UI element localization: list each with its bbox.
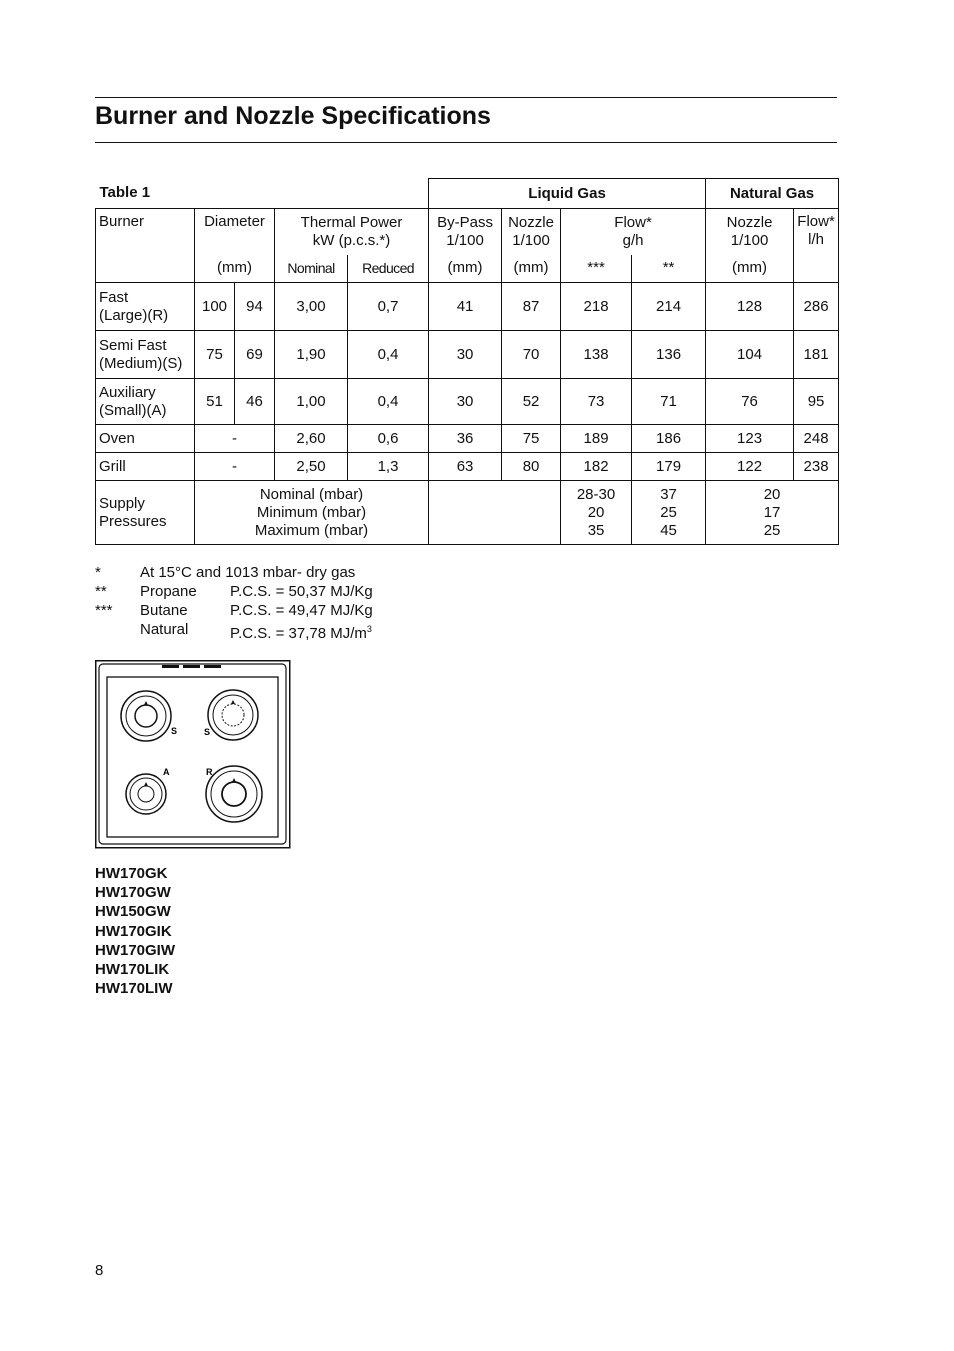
pressure-value: 17 (763, 503, 781, 521)
bypass-header (429, 209, 502, 255)
empty-cell (429, 481, 561, 545)
model-name: HW170GIK (95, 922, 172, 940)
flow-butane-header: *** (561, 255, 632, 283)
hob-inner-frame (99, 664, 286, 844)
bypass-value: 30 (429, 331, 502, 379)
pressure-value: 45 (660, 521, 677, 539)
table-row (96, 331, 839, 379)
footnote-value: P.C.S. = 50,37 MJ/Kg (230, 583, 373, 600)
footnote-value (230, 620, 372, 643)
footnotes (95, 563, 373, 643)
reduced-value: 0,4 (348, 379, 429, 425)
reduced-value: 0,7 (348, 283, 429, 331)
footnote-value-sup: 3 (366, 624, 372, 634)
flow-butane-value: 182 (561, 453, 632, 481)
ng-nozzle-header (706, 209, 794, 255)
diameter-outer: 75 (195, 331, 235, 379)
footnote-text: At 15°C and 1013 mbar- dry gas (140, 564, 356, 581)
pressure-name: Maximum (mbar) (254, 521, 369, 539)
flow-butane-value: 73 (561, 379, 632, 425)
ng-nozzle-value: 123 (706, 425, 794, 453)
flow-butane-value: 138 (561, 331, 632, 379)
table-row (96, 283, 839, 331)
pressure-value: 35 (587, 521, 605, 539)
diameter-header: Diameter (195, 209, 275, 255)
pressure-value: 37 (660, 485, 677, 503)
rapid-burner-icon (206, 766, 262, 822)
semi-fast-burner-icon (121, 691, 171, 741)
model-name: HW170GIW (95, 941, 176, 959)
butane-pressures (561, 481, 632, 545)
nominal-header: Nominal (275, 255, 348, 283)
reduced-value: 1,3 (348, 453, 429, 481)
burner-label: S (204, 727, 211, 737)
nominal-value: 2,60 (275, 425, 348, 453)
model-name: HW150GW (95, 903, 171, 921)
footnote-value-text: P.C.S. = 37,78 MJ/m (230, 625, 367, 642)
footnote-gas: Butane (140, 602, 188, 619)
nozzle-label: Nozzle (508, 213, 554, 231)
footnote-mark: * (95, 564, 101, 581)
bypass-unit: (mm) (429, 255, 502, 283)
ng-nozzle-value: 128 (706, 283, 794, 331)
ng-nozzle-value: 76 (706, 379, 794, 425)
pressure-value: 28-30 (576, 485, 616, 503)
pressure-value: 25 (763, 521, 781, 539)
nozzle-unit: (mm) (502, 255, 561, 283)
bypass-value: 63 (429, 453, 502, 481)
ng-flow-unit: l/h (808, 231, 824, 248)
pressure-value: 20 (763, 485, 781, 503)
specifications-table (95, 178, 839, 545)
burner-header: Burner (96, 209, 195, 283)
ng-nozzle-scale: 1/100 (730, 231, 769, 249)
nominal-value: 2,50 (275, 453, 348, 481)
control-slot (183, 665, 200, 668)
footnote-mark (95, 620, 140, 643)
title-top-rule (95, 97, 837, 98)
footnote (95, 563, 373, 582)
model-list (95, 864, 175, 998)
nominal-value: 1,90 (275, 331, 348, 379)
nominal-value: 3,00 (275, 283, 348, 331)
natural-gas-header: Natural Gas (706, 179, 839, 209)
page-number: 8 (95, 1262, 104, 1279)
supply-pressures-row (96, 481, 839, 545)
liquid-gas-header: Liquid Gas (429, 179, 706, 209)
burner-name (96, 379, 195, 425)
pressure-value: 20 (587, 503, 605, 521)
footnote-gas: Natural (140, 621, 189, 638)
burner-label: R (206, 767, 213, 777)
natural-pressures (706, 481, 839, 545)
reduced-value: 0,6 (348, 425, 429, 453)
footnote (95, 620, 373, 643)
burner-name-line2: (Large)(R) (99, 306, 169, 324)
flow-header (561, 209, 706, 255)
diameter-value: - (195, 453, 275, 481)
model-name: HW170LIK (95, 961, 170, 979)
burner-name: Oven (96, 425, 195, 453)
column-header-row-2 (96, 255, 839, 283)
thermal-power-label: Thermal Power (300, 213, 403, 231)
ng-nozzle-label: Nozzle (726, 213, 773, 231)
burner-name-line2: (Medium)(S) (99, 354, 183, 372)
pressure-name: Minimum (mbar) (256, 503, 367, 521)
footnote-mark: ** (95, 583, 107, 600)
nozzle-value: 75 (502, 425, 561, 453)
thermal-power-header (275, 209, 429, 255)
burner-name-line2: (Small)(A) (99, 401, 167, 419)
hob-outer-frame (96, 661, 290, 848)
flow-butane-value: 189 (561, 425, 632, 453)
diameter-inner: 46 (235, 379, 275, 425)
footnote-mark: *** (95, 602, 113, 619)
ng-flow-label: Flow* (797, 213, 835, 230)
diameter-value: - (195, 425, 275, 453)
nozzle-value: 52 (502, 379, 561, 425)
flow-propane-header: ** (632, 255, 706, 283)
semi-fast-burner-icon (208, 690, 258, 740)
bypass-value: 41 (429, 283, 502, 331)
burner-name (96, 283, 195, 331)
column-header-row-1 (96, 209, 839, 255)
footnote-value: P.C.S. = 49,47 MJ/Kg (230, 602, 373, 619)
diameter-inner: 94 (235, 283, 275, 331)
diameter-outer: 100 (195, 283, 235, 331)
ng-flow-header (794, 209, 839, 283)
reduced-value: 0,4 (348, 331, 429, 379)
footnote (95, 582, 373, 601)
footnote-gas: Propane (140, 583, 197, 600)
title-bottom-rule (95, 142, 837, 143)
control-slot (204, 665, 221, 668)
burner-label: A (163, 767, 170, 777)
burner-name-line1: Semi Fast (99, 336, 167, 354)
diameter-unit: (mm) (195, 255, 275, 283)
diameter-outer: 51 (195, 379, 235, 425)
bypass-value: 30 (429, 379, 502, 425)
reduced-header: Reduced (348, 255, 429, 283)
flow-propane-value: 214 (632, 283, 706, 331)
flow-propane-value: 179 (632, 453, 706, 481)
nozzle-value: 87 (502, 283, 561, 331)
model-name: HW170LIW (95, 980, 173, 998)
burner-name (96, 331, 195, 379)
burner-label: S (171, 726, 178, 736)
nozzle-value: 80 (502, 453, 561, 481)
thermal-power-unit: kW (p.c.s.*) (312, 231, 391, 249)
footnote (95, 601, 373, 620)
supply-label-line1: Supply (99, 494, 145, 512)
pressure-name: Nominal (mbar) (259, 485, 364, 503)
diameter-inner: 69 (235, 331, 275, 379)
ng-flow-value: 286 (794, 283, 839, 331)
bypass-value: 36 (429, 425, 502, 453)
ng-flow-value: 181 (794, 331, 839, 379)
propane-pressures (632, 481, 706, 545)
flow-propane-value: 136 (632, 331, 706, 379)
model-name: HW170GK (95, 865, 168, 882)
ng-nozzle-value: 104 (706, 331, 794, 379)
flow-propane-value: 71 (632, 379, 706, 425)
table-label: Table 1 (96, 179, 429, 209)
flow-label: Flow* (614, 213, 652, 231)
pressure-names (195, 481, 429, 545)
nozzle-value: 70 (502, 331, 561, 379)
supply-label-line2: Pressures (99, 512, 167, 530)
ng-flow-value: 95 (794, 379, 839, 425)
group-header-row (96, 179, 839, 209)
supply-pressures-label (96, 481, 195, 545)
burner-name-line1: Auxiliary (99, 383, 156, 401)
auxiliary-burner-icon (126, 774, 166, 814)
ng-flow-value: 248 (794, 425, 839, 453)
control-slot (162, 665, 179, 668)
burner-name: Grill (96, 453, 195, 481)
flow-butane-value: 218 (561, 283, 632, 331)
bypass-label: By-Pass (437, 213, 493, 231)
nozzle-scale: 1/100 (512, 231, 550, 249)
nozzle-header (502, 209, 561, 255)
hob-layout-diagram (95, 660, 291, 850)
ng-flow-value: 238 (794, 453, 839, 481)
nominal-value: 1,00 (275, 379, 348, 425)
table-row (96, 379, 839, 425)
flow-unit: g/h (622, 231, 644, 249)
table-row (96, 453, 839, 481)
model-name: HW170GW (95, 884, 171, 902)
burner-name-line1: Fast (99, 288, 129, 306)
pressure-value: 25 (660, 503, 677, 521)
table-row (96, 425, 839, 453)
ng-nozzle-unit: (mm) (706, 255, 794, 283)
page-title: Burner and Nozzle Specifications (95, 102, 491, 130)
ng-nozzle-value: 122 (706, 453, 794, 481)
bypass-scale: 1/100 (446, 231, 484, 249)
flow-propane-value: 186 (632, 425, 706, 453)
